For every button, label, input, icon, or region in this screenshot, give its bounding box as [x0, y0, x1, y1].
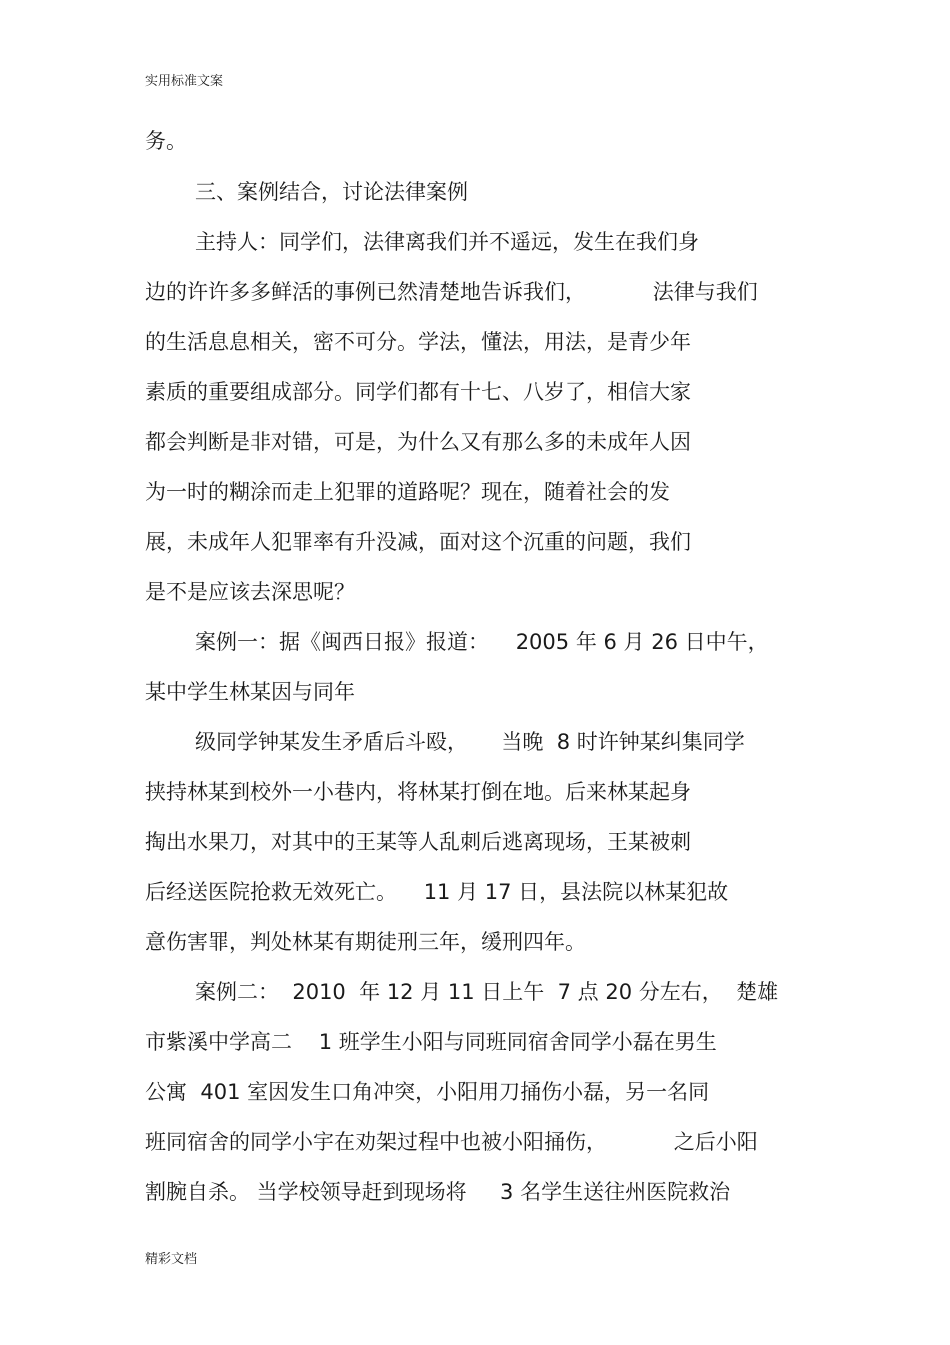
section-heading: 三、案例结合，讨论法律案例 [195, 180, 468, 204]
case-one-line-7: 意伤害罪，判处林某有期徒刑三年，缓刑四年。 [145, 930, 586, 954]
case-one-line-3: 级同学钟某发生矛盾后斗殴， 当晚 8 时许钟某纠集同学 [195, 730, 745, 754]
case-one-line-5: 掏出水果刀，对其中的王某等人乱刺后逃离现场，王某被刺 [145, 830, 691, 854]
case-one-line-4: 挟持林某到校外一小巷内，将林某打倒在地。后来林某起身 [145, 780, 691, 804]
case-two-line-2: 市紫溪中学高二 1 班学生小阳与同班同宿舍同学小磊在男生 [145, 1030, 717, 1054]
body-line-3: 主持人：同学们，法律离我们并不遥远，发生在我们身 [195, 230, 699, 254]
case-two-line-3: 公寓 401 室因发生口角冲突，小阳用刀捅伤小磊，另一名同 [145, 1080, 710, 1104]
case-two-line-4: 班同宿舍的同学小宇在劝架过程中也被小阳捅伤， 之后小阳 [145, 1130, 758, 1154]
body-line-8: 为一时的糊涂而走上犯罪的道路呢？现在，随着社会的发 [145, 480, 670, 504]
body-line-5: 的生活息息相关，密不可分。学法，懂法，用法，是青少年 [145, 330, 691, 354]
case-two-line-5: 割腕自杀。 当学校领导赶到现场将 3 名学生送往州医院救治 [145, 1180, 731, 1204]
page-header: 实用标准文案 [145, 74, 224, 89]
body-line-4: 边的许许多多鲜活的事例已然清楚地告诉我们， 法律与我们 [145, 280, 758, 304]
body-line-6: 素质的重要组成部分。同学们都有十七、八岁了，相信大家 [145, 380, 691, 404]
case-one-line-6: 后经送医院抢救无效死亡。 11 月 17 日，县法院以林某犯故 [145, 880, 729, 904]
body-line-10: 是不是应该去深思呢？ [145, 580, 355, 604]
page-footer: 精彩文档 [145, 1252, 198, 1267]
body-line-7: 都会判断是非对错，可是，为什么又有那么多的未成年人因 [145, 430, 691, 454]
case-two-line-1: 案例二： 2010 年 12 月 11 日上午 7 点 20 分左右， 楚雄 [195, 980, 779, 1004]
body-line-9: 展，未成年人犯罪率有升没减，面对这个沉重的问题，我们 [145, 530, 691, 554]
case-one-line-2: 某中学生林某因与同年 [145, 680, 355, 704]
body-line-1: 务。 [145, 129, 187, 153]
case-one-line-1: 案例一：据《闽西日报》报道： 2005 年 6 月 26 日中午， [195, 630, 769, 654]
